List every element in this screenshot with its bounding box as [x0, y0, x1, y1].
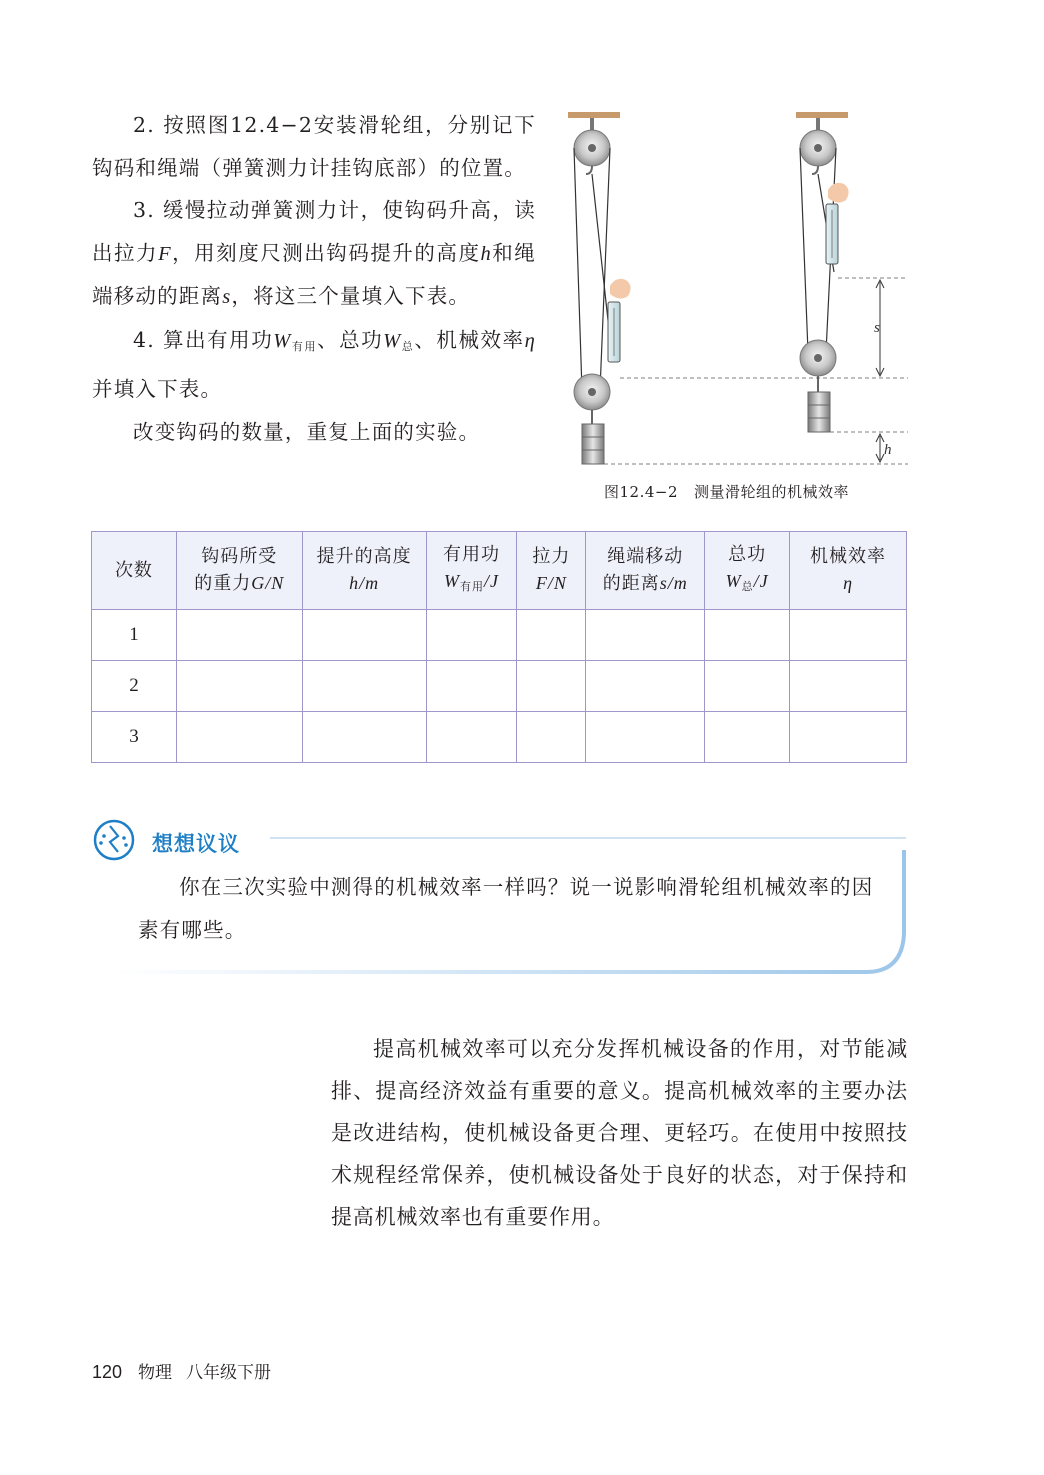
- row-number: 1: [92, 610, 177, 661]
- hook: [812, 166, 818, 174]
- icon-dot: [124, 843, 128, 847]
- page-number: 120: [92, 1362, 123, 1382]
- row-number: 3: [92, 712, 177, 763]
- header-total-work: 总功 $W_总/J$: [705, 532, 790, 610]
- footer-book: 八年级下册: [186, 1363, 272, 1383]
- body-paragraph: 提高机械效率可以充分发挥机械设备的作用，对节能减排、提高经济效益有重要的意义。提高机械效率的主要办法是改进结构，使机械设备更合理、更轻巧。在使用中按照技术规程经常保养，使机械设备处于良好的状态，对于保持和提高机械效率也有重要作用。: [331, 1037, 908, 1229]
- pulley-setup-raised: [796, 112, 849, 432]
- step-3: 3. 缓慢拉动弹簧测力计，使钩码升高，读出拉力F，用刻度尺测出钩码提升的高度h和绳端移动的距离s，将这三个量填入下表。: [92, 198, 536, 308]
- discussion-title: 想想议议: [152, 832, 240, 856]
- table-cell: [586, 610, 705, 661]
- hook: [586, 166, 592, 174]
- table-cell: [790, 610, 907, 661]
- icon-dot: [99, 841, 103, 845]
- table-cell: [586, 661, 705, 712]
- discussion-text: 你在三次实验中测得的机械效率一样吗？说一说影响滑轮组机械效率的因素有哪些。: [138, 875, 874, 942]
- row-number: 2: [92, 661, 177, 712]
- step-2: 2. 按照图12.4−2安装滑轮组，分别记下钩码和绳端（弹簧测力计挂钩底部）的位置。: [92, 113, 536, 180]
- rope: [800, 148, 808, 352]
- table-cell: [586, 712, 705, 763]
- header-height: 提升的高度 h/m: [302, 532, 426, 610]
- axle: [588, 144, 596, 152]
- reference-lines: [604, 278, 908, 464]
- table-cell: [176, 610, 302, 661]
- header-force: 拉力 F/N: [517, 532, 586, 610]
- table-cell: [705, 610, 790, 661]
- axle: [588, 388, 596, 396]
- s-label: s: [874, 320, 880, 336]
- step-4: 4. 算出有用功$W_{有用}$、总功$W_总$、机械效率η并填入下表。: [92, 327, 536, 401]
- table-cell: [302, 661, 426, 712]
- table-cell: [426, 610, 517, 661]
- h-arrow: [876, 434, 884, 462]
- procedure-steps: [92, 104, 536, 453]
- table-cell: [426, 712, 517, 763]
- h-label: h: [884, 442, 892, 458]
- table-row: [92, 610, 907, 661]
- ceiling-beam: [796, 112, 848, 118]
- table-row: [92, 661, 907, 712]
- table-cell: [790, 661, 907, 712]
- footer-subject: 物理: [138, 1363, 173, 1383]
- icon-face: [110, 826, 118, 852]
- icon-dot: [102, 834, 106, 838]
- table-header-row: [92, 532, 907, 610]
- axle: [814, 354, 822, 362]
- figure-caption: [604, 481, 849, 502]
- ceiling-beam: [568, 112, 620, 118]
- figure-title: 测量滑轮组的机械效率: [694, 483, 850, 501]
- experiment-table: [91, 531, 907, 763]
- spring-scale: [608, 279, 631, 362]
- table-cell: [176, 661, 302, 712]
- table-cell: [517, 712, 586, 763]
- header-efficiency: 机械效率 η: [790, 532, 907, 610]
- header-useful-work: 有用功 $W_{有用}/J$: [426, 532, 517, 610]
- discussion-box: [88, 816, 908, 976]
- table-row: [92, 712, 907, 763]
- table-cell: [302, 610, 426, 661]
- spring-scale: [826, 183, 849, 264]
- hook-weights: [582, 424, 604, 464]
- header-trial: 次数: [92, 532, 177, 610]
- discussion-icon: [95, 821, 133, 859]
- header-rope-distance: 绳端移动 的距离s/m: [586, 532, 705, 610]
- table-cell: [790, 712, 907, 763]
- table-cell: [517, 661, 586, 712]
- hand: [828, 183, 849, 203]
- hand: [610, 279, 631, 299]
- page-footer: [92, 1358, 271, 1383]
- rope: [574, 148, 582, 390]
- axle: [814, 144, 822, 152]
- hook-weights: [808, 392, 830, 432]
- table-cell: [176, 712, 302, 763]
- icon-dot: [122, 836, 126, 840]
- table-cell: [517, 610, 586, 661]
- table-cell: [302, 712, 426, 763]
- table-cell: [705, 712, 790, 763]
- figure-number: 图12.4−2: [604, 483, 679, 501]
- header-weight: 钩码所受 的重力G/N: [176, 532, 302, 610]
- table-cell: [705, 661, 790, 712]
- table-cell: [426, 661, 517, 712]
- pulley-figure: [560, 112, 920, 472]
- step-repeat: 改变钩码的数量，重复上面的实验。: [133, 419, 481, 444]
- pulley-setup-initial: [568, 112, 631, 464]
